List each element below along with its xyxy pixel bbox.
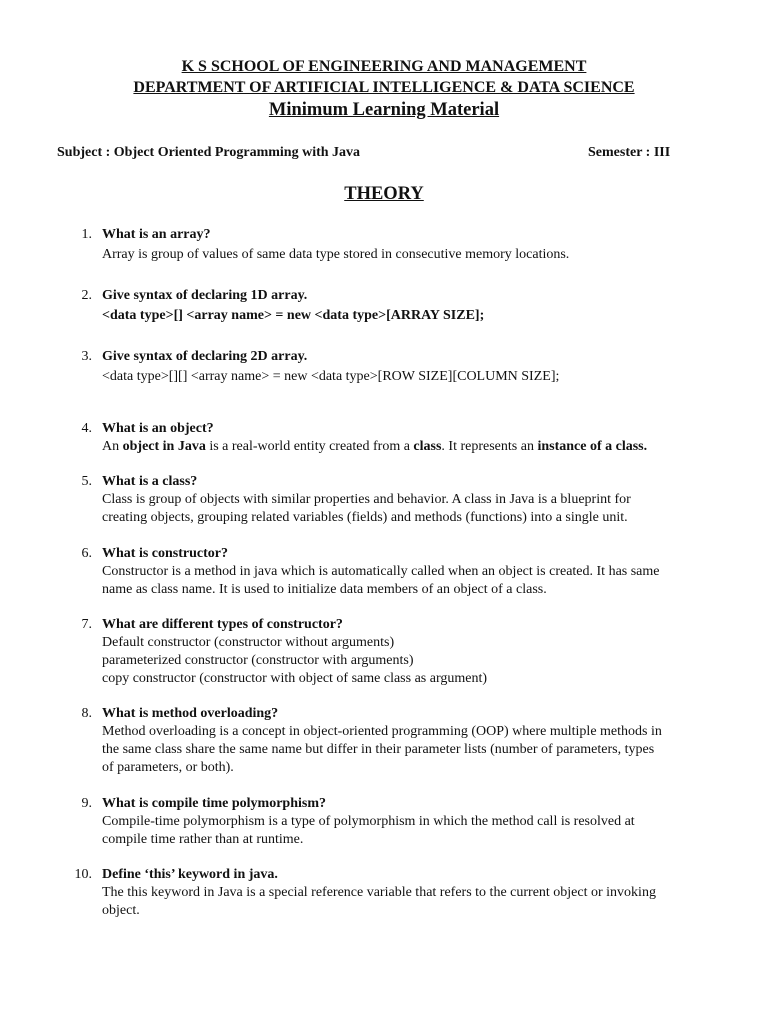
answer-line: <data type>[][] <array name> = new <data type>[ROW SIZE][COLUMN SIZE]; (102, 369, 560, 384)
question-number: 9. (81, 796, 92, 811)
question-text: Give syntax of declaring 2D array. (102, 349, 308, 364)
question-number: 5. (81, 474, 92, 489)
answer-line: Compile-time polymorphism is a type of polymorphism in which the method call is resolved at (102, 814, 635, 829)
answer-line: Class is group of objects with similar properties and behavior. A class in Java is a blueprint for (102, 492, 631, 507)
question-text: What is compile time polymorphism? (102, 796, 326, 811)
answer-keyword: class (413, 439, 442, 454)
answer-text (102, 246, 712, 264)
answer-keyword: object in Java (122, 439, 206, 454)
answer-line: Array is group of values of same data type stored in consecutive memory locations. (102, 247, 570, 262)
answer-fragment: is a real-world entity created from a (205, 439, 414, 454)
answer-text (102, 884, 712, 920)
question-text: What is an object? (102, 421, 214, 436)
answer-line: compile time rather than at runtime. (102, 832, 304, 847)
material-title: Minimum Learning Material (268, 100, 500, 120)
question-number: 1. (81, 227, 92, 242)
question-number: 4. (81, 421, 92, 436)
answer-fragment: . It represents an (441, 439, 538, 454)
answer-text (102, 368, 712, 386)
question-text: What is method overloading? (102, 706, 279, 721)
question-text: Define ‘this’ keyword in java. (102, 867, 278, 882)
question-number: 7. (81, 617, 92, 632)
school-name: K S SCHOOL OF ENGINEERING AND MANAGEMENT (181, 58, 587, 75)
answer-line: object. (102, 903, 140, 918)
question-number: 3. (81, 349, 92, 364)
answer-line: parameterized constructor (constructor with arguments) (102, 653, 414, 668)
answer-line: Method overloading is a concept in object-oriented programming (OOP) where multiple methods in (102, 724, 662, 739)
question-text: What are different types of constructor? (102, 617, 343, 632)
semester-label: Semester : III (588, 145, 671, 160)
answer-keyword: instance of a class. (537, 439, 648, 454)
answer-text (102, 813, 712, 849)
section-title: THEORY (344, 184, 424, 204)
answer-line: creating objects, grouping related variables (fields) and methods (functions) into a single unit. (102, 510, 628, 525)
answer-line: Default constructor (constructor without arguments) (102, 635, 395, 650)
answer-line (102, 438, 712, 456)
answer-text (102, 634, 712, 688)
department-name: DEPARTMENT OF ARTIFICIAL INTELLIGENCE & DATA SCIENCE (133, 79, 635, 96)
answer-line: the same class share the same name but differ in their parameter lists (number of parameters, types (102, 742, 655, 757)
question-text: Give syntax of declaring 1D array. (102, 288, 308, 303)
answer-text (102, 491, 712, 527)
answer-text (102, 723, 712, 777)
answer-fragment: An (102, 439, 123, 454)
answer-line: The this keyword in Java is a special reference variable that refers to the current object or invoking (102, 885, 656, 900)
question-number: 6. (81, 546, 92, 561)
subject-label: Subject : Object Oriented Programming with Java (57, 145, 361, 160)
question-text: What is a class? (102, 474, 198, 489)
question-text: What is an array? (102, 227, 211, 242)
answer-text (102, 307, 712, 325)
question-number: 8. (81, 706, 92, 721)
question-number: 2. (81, 288, 92, 303)
answer-line: of parameters, or both). (102, 760, 234, 775)
question-number: 10. (74, 867, 92, 882)
answer-text (102, 563, 712, 599)
answer-line: copy constructor (constructor with object of same class as argument) (102, 671, 488, 686)
answer-line: <data type>[] <array name> = new <data type>[ARRAY SIZE]; (102, 308, 485, 323)
answer-text (102, 438, 712, 456)
answer-line: name as class name. It is used to initialize data members of an object of a class. (102, 582, 547, 597)
answer-line: Constructor is a method in java which is automatically called when an object is created. It has same (102, 564, 660, 579)
question-text: What is constructor? (102, 546, 228, 561)
